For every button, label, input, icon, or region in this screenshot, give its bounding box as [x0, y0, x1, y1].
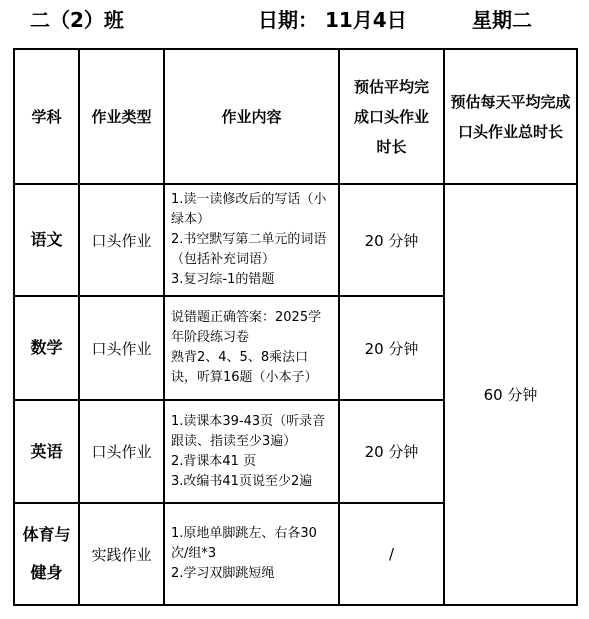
- table-row: [14, 184, 577, 296]
- date-label: 日期： 11月4日: [258, 8, 407, 32]
- column-header-daily-total: 预估每天平均完成口头作业总时长: [444, 49, 577, 184]
- content-line: 2.学习双脚跳短绳: [171, 566, 275, 581]
- time-cell: 20 分钟: [339, 296, 444, 400]
- class-label: 二（2）班: [30, 8, 124, 32]
- column-header-avg-time: 预估平均完成口头作业时长: [339, 49, 444, 184]
- content-line: 3.复习综-1的错题: [171, 272, 275, 287]
- type-cell: 口头作业: [79, 400, 164, 503]
- content-line: 3.改编书41页说至少2遍: [171, 473, 313, 489]
- content-cell: [164, 296, 339, 400]
- time-cell: 20 分钟: [339, 184, 444, 296]
- content-cell: [164, 400, 339, 503]
- weekday-label: 星期二: [472, 8, 532, 32]
- content-line: 熟背2、4、5、8乘法口诀，听算16题（小本子）: [171, 350, 318, 385]
- table-header-row: [14, 49, 577, 184]
- type-cell: 口头作业: [79, 184, 164, 296]
- subject-cell: 数学: [14, 296, 79, 400]
- content-line: 2.背课本41 页: [171, 453, 257, 469]
- daily-total-cell: 60 分钟: [444, 184, 577, 605]
- type-cell: 口头作业: [79, 296, 164, 400]
- content-line: 1.原地单脚跳左、右各30次/组*3: [171, 526, 317, 561]
- column-header-subject: 学科: [14, 49, 79, 184]
- column-header-type: 作业类型: [79, 49, 164, 184]
- time-cell: 20 分钟: [339, 400, 444, 503]
- content-line: 说错题正确答案：2025学年阶段练习卷: [171, 310, 322, 345]
- column-header-content: 作业内容: [164, 49, 339, 184]
- subject-cell: 语文: [14, 184, 79, 296]
- content-line: 1.读课本39-43页（听录音跟读、指读至少3遍）: [171, 413, 326, 449]
- page-header: [0, 4, 589, 34]
- subject-cell: 体育与健身: [14, 503, 79, 605]
- time-cell: /: [339, 503, 444, 605]
- content-line: 2.书空默写第二单元的词语（包括补充词语）: [171, 232, 327, 267]
- content-cell: [164, 184, 339, 296]
- homework-table: [13, 48, 578, 606]
- content-line: 1.读一读修改后的写话（小绿本）: [171, 192, 327, 227]
- subject-cell: 英语: [14, 400, 79, 503]
- type-cell: 实践作业: [79, 503, 164, 605]
- content-cell: [164, 503, 339, 605]
